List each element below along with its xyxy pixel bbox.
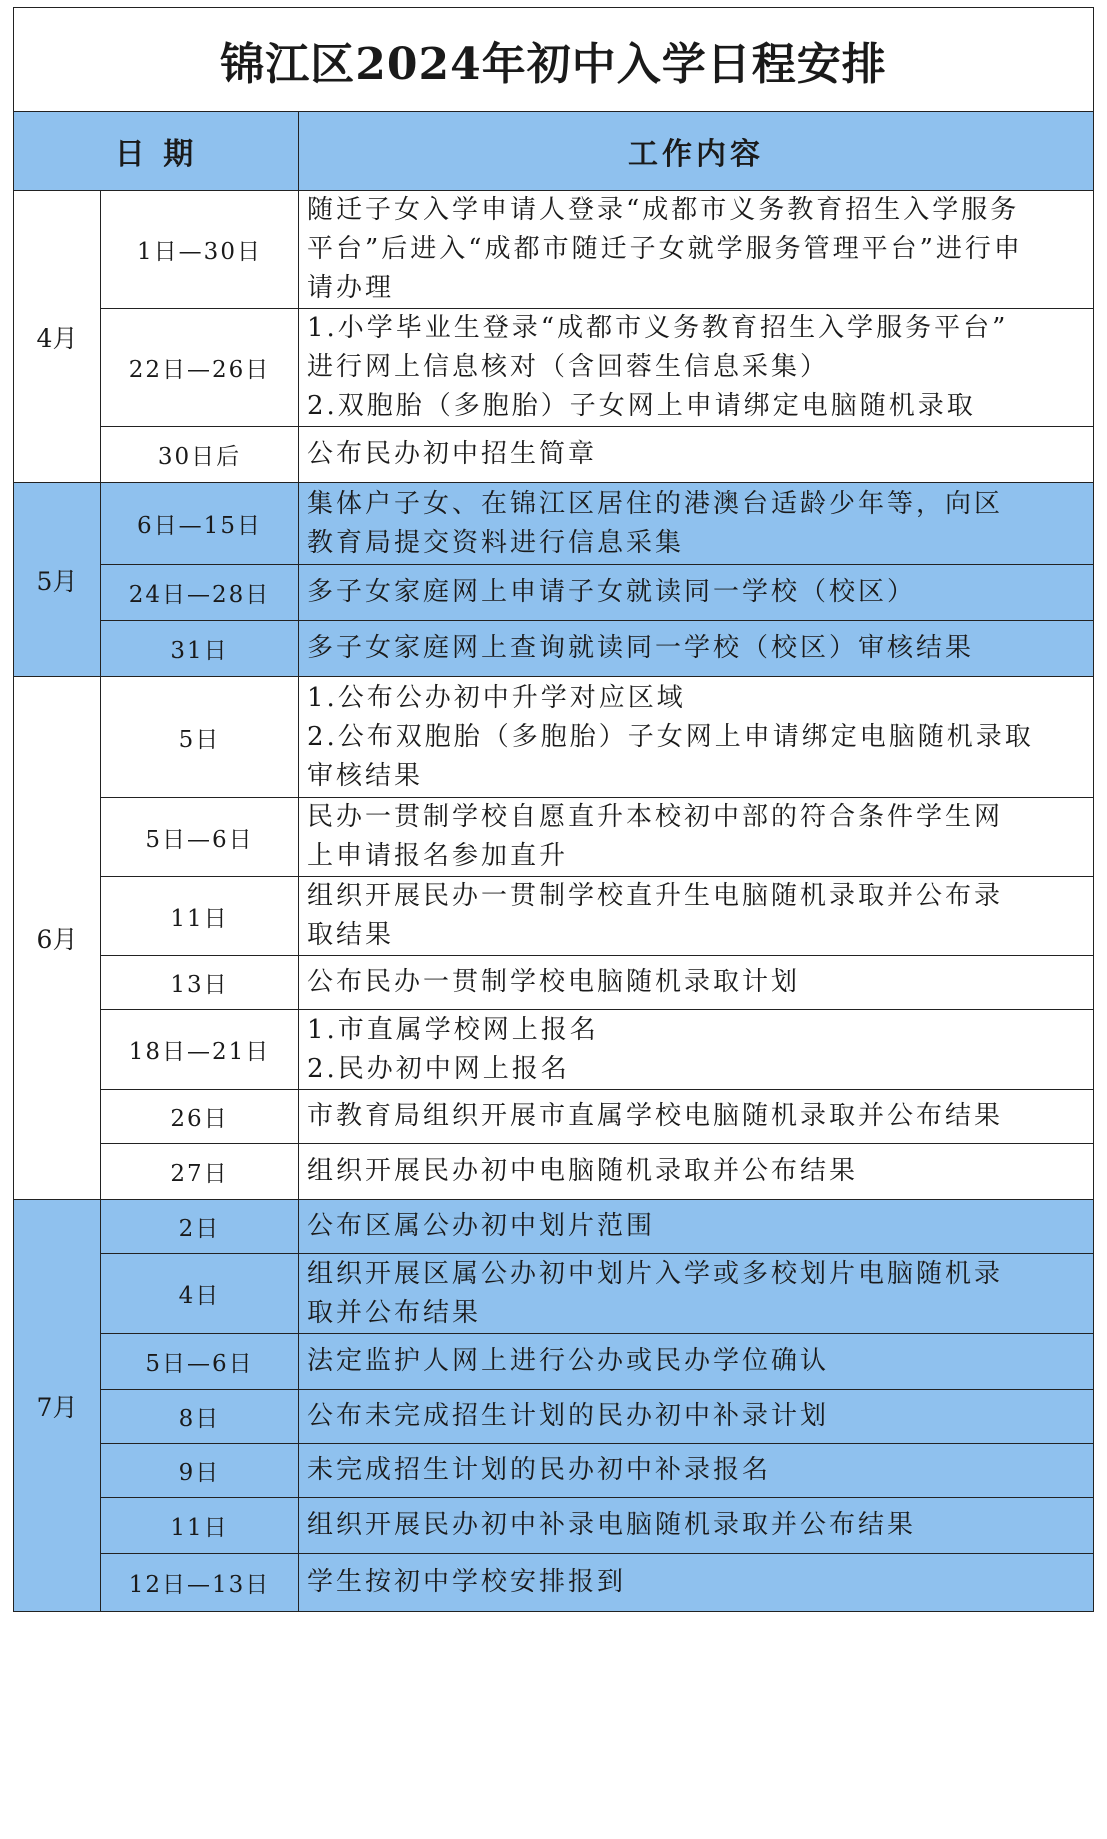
date-cell: 2日 <box>101 1200 299 1254</box>
content-cell: 学生按初中学校安排报到 <box>299 1554 1094 1612</box>
page-title: 锦江区2024年初中入学日程安排 <box>14 8 1094 112</box>
month-cell: 5月 <box>14 483 101 677</box>
content-cell: 民办一贯制学校自愿直升本校初中部的符合条件学生网 上申请报名参加直升 <box>299 798 1094 877</box>
schedule-row <box>14 483 1094 565</box>
schedule-row <box>14 1200 1094 1254</box>
date-cell: 24日—28日 <box>101 565 299 621</box>
date-cell: 8日 <box>101 1390 299 1444</box>
date-cell: 12日—13日 <box>101 1554 299 1612</box>
date-cell: 27日 <box>101 1144 299 1200</box>
schedule-row <box>14 565 1094 621</box>
title-row <box>14 8 1094 112</box>
date-cell: 6日—15日 <box>101 483 299 565</box>
schedule-row <box>14 1444 1094 1498</box>
content-cell: 随迁子女入学申请人登录“成都市义务教育招生入学服务 平台”后进入“成都市随迁子女就学服务管理平台”进行申 请办理 <box>299 191 1094 309</box>
month-cell: 4月 <box>14 191 101 483</box>
schedule-row <box>14 309 1094 427</box>
date-cell: 5日 <box>101 677 299 798</box>
date-cell: 5日—6日 <box>101 798 299 877</box>
schedule-row <box>14 798 1094 877</box>
content-cell: 公布未完成招生计划的民办初中补录计划 <box>299 1390 1094 1444</box>
date-cell: 11日 <box>101 877 299 956</box>
content-cell: 公布民办初中招生简章 <box>299 427 1094 483</box>
schedule-row <box>14 1554 1094 1612</box>
date-cell: 11日 <box>101 1498 299 1554</box>
date-cell: 1日—30日 <box>101 191 299 309</box>
date-cell: 30日后 <box>101 427 299 483</box>
content-cell: 组织开展民办一贯制学校直升生电脑随机录取并公布录 取结果 <box>299 877 1094 956</box>
schedule-row <box>14 621 1094 677</box>
content-column-header: 工作内容 <box>299 112 1094 191</box>
date-cell: 18日—21日 <box>101 1010 299 1090</box>
schedule-row <box>14 1390 1094 1444</box>
schedule-table <box>13 7 1094 1612</box>
content-cell: 组织开展民办初中电脑随机录取并公布结果 <box>299 1144 1094 1200</box>
content-cell: 公布民办一贯制学校电脑随机录取计划 <box>299 956 1094 1010</box>
schedule-row <box>14 956 1094 1010</box>
date-cell: 13日 <box>101 956 299 1010</box>
content-cell: 法定监护人网上进行公办或民办学位确认 <box>299 1334 1094 1390</box>
month-cell: 6月 <box>14 677 101 1200</box>
schedule-row <box>14 1498 1094 1554</box>
content-cell: 组织开展民办初中补录电脑随机录取并公布结果 <box>299 1498 1094 1554</box>
date-cell: 9日 <box>101 1444 299 1498</box>
month-cell: 7月 <box>14 1200 101 1612</box>
schedule-row <box>14 1090 1094 1144</box>
schedule-row <box>14 877 1094 956</box>
date-cell: 5日—6日 <box>101 1334 299 1390</box>
content-cell: 多子女家庭网上查询就读同一学校（校区）审核结果 <box>299 621 1094 677</box>
schedule-row <box>14 1254 1094 1334</box>
content-cell: 市教育局组织开展市直属学校电脑随机录取并公布结果 <box>299 1090 1094 1144</box>
date-cell: 4日 <box>101 1254 299 1334</box>
schedule-row <box>14 1010 1094 1090</box>
date-cell: 31日 <box>101 621 299 677</box>
schedule-row <box>14 677 1094 798</box>
schedule-row <box>14 1144 1094 1200</box>
date-cell: 26日 <box>101 1090 299 1144</box>
content-cell: 未完成招生计划的民办初中补录报名 <box>299 1444 1094 1498</box>
content-cell: 1.小学毕业生登录“成都市义务教育招生入学服务平台” 进行网上信息核对（含回蓉生信息采集） 2.双胞胎（多胞胎）子女网上申请绑定电脑随机录取 <box>299 309 1094 427</box>
schedule-row <box>14 191 1094 309</box>
content-cell: 多子女家庭网上申请子女就读同一学校（校区） <box>299 565 1094 621</box>
schedule-row <box>14 1334 1094 1390</box>
content-cell: 1.市直属学校网上报名 2.民办初中网上报名 <box>299 1010 1094 1090</box>
content-cell: 集体户子女、在锦江区居住的港澳台适龄少年等，向区 教育局提交资料进行信息采集 <box>299 483 1094 565</box>
date-cell: 22日—26日 <box>101 309 299 427</box>
content-cell: 1.公布公办初中升学对应区域 2.公布双胞胎（多胞胎）子女网上申请绑定电脑随机录取 审核结果 <box>299 677 1094 798</box>
header-row <box>14 112 1094 191</box>
content-cell: 组织开展区属公办初中划片入学或多校划片电脑随机录 取并公布结果 <box>299 1254 1094 1334</box>
schedule-row <box>14 427 1094 483</box>
content-cell: 公布区属公办初中划片范围 <box>299 1200 1094 1254</box>
date-column-header: 日 期 <box>14 112 299 191</box>
